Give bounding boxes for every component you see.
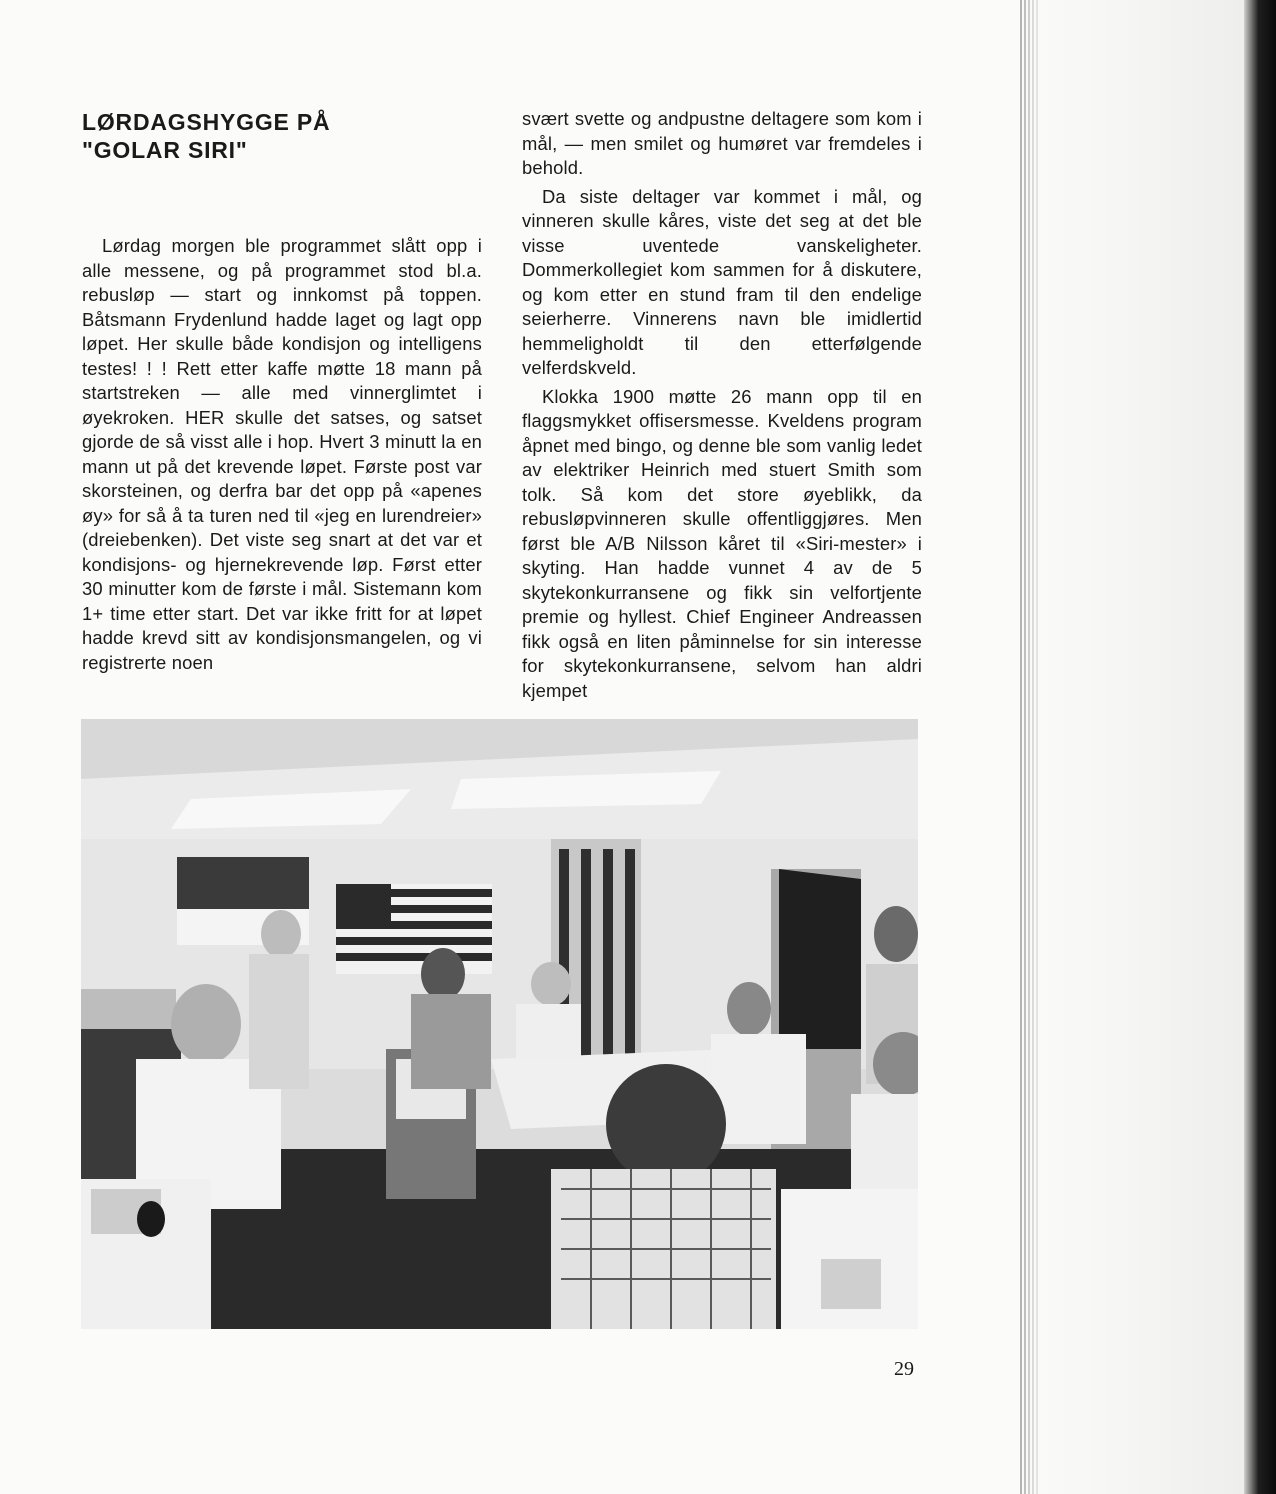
article-title-line2: "GOLAR SIRI" (82, 137, 248, 163)
left-paragraph-1: Lørdag morgen ble programmet slått opp i alle messene, og på programmet stod bl.a. rebusløp — start og innkomst på toppen. Båtsmann Frydenlund hadde laget og lagt opp løpet. Her skulle både kondisjon og intelligens testes! ! ! Rett etter kaffe møtte 18 mann på startstreken — alle med vinnerglimtet i øyekroken. HER skulle det satses, og satset gjorde de så visst alle i hop. Hvert 3 minutt la en mann ut på det krevende løpet. Første post var skorsteinen, og derfra bar det opp på «apenes øy» for så å ta turen ned til «jeg en lurendreier» (dreiebenken). Det viste seg snart at det var et kondisjons- og hjernekrevende løp. Først etter 30 minutter kom de første i mål. Sistemann kom 1+ time etter start. Det var ikke fritt for at løpet hadde krevd sitt av kondisjonsmangelen, og vi registrerte noen (82, 235, 482, 673)
mess-room-photo (81, 719, 918, 1329)
mess-room-photo-image (81, 719, 918, 1329)
article-title-line1: LØRDAGSHYGGE PÅ (82, 109, 331, 135)
article-title (82, 108, 482, 164)
right-paragraph-3: Klokka 1900 møtte 26 mann opp til en flaggsmykket offisersmesse. Kveldens program åpnet med bingo, og denne ble som vanlig ledet av elektriker Heinrich med stuert Smith som tolk. Så kom det store øyeblikk, da rebusløpvinneren skulle offentliggjøres. Men først ble A/B Nilsson kåret til «Siri-mester» i skyting. Han hadde vunnet 4 av de 5 skytekonkurransene og fikk sin velfortjente premie og hyllest. Chief Engineer Andreassen fikk også en liten påminnelse for sin interesse for skytekonkurransene, selvom han aldri kjempet (522, 385, 922, 701)
right-column (522, 107, 922, 703)
book-page-edge (1014, 0, 1276, 1494)
page-number: 29 (894, 1358, 914, 1380)
left-column (82, 108, 482, 675)
right-paragraph-1: svært svette og andpustne deltagere som kom i mål, — men smilet og humøret var fremdeles i behold. (522, 108, 922, 178)
right-paragraph-2: Da siste deltager var kommet i mål, og vinneren skulle kåres, viste det seg at det ble visse uventede vanskeligheter. Dommerkollegiet kom sammen for å diskutere, og kom etter en stund fram til den endelige seierherre. Vinnerens navn ble imidlertid hemmeligholdt til den etterfølgende velferdskveld. (522, 185, 922, 378)
